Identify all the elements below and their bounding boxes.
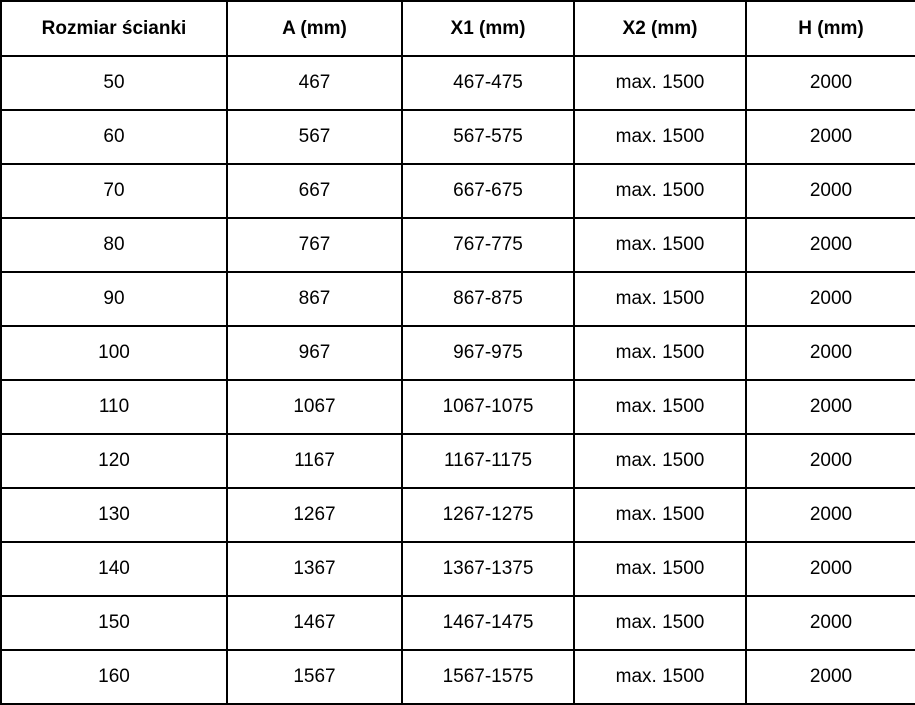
cell-x1: 767-775 <box>402 218 574 272</box>
table-row <box>1 596 915 650</box>
column-header-x1: X1 (mm) <box>402 1 574 56</box>
cell-h: 2000 <box>746 218 915 272</box>
cell-x2: max. 1500 <box>574 218 746 272</box>
cell-x2: max. 1500 <box>574 326 746 380</box>
cell-x1: 1167-1175 <box>402 434 574 488</box>
table-header-row <box>1 1 915 56</box>
cell-a: 667 <box>227 164 402 218</box>
cell-a: 1467 <box>227 596 402 650</box>
cell-a: 1267 <box>227 488 402 542</box>
cell-h: 2000 <box>746 488 915 542</box>
column-header-h: H (mm) <box>746 1 915 56</box>
cell-x2: max. 1500 <box>574 110 746 164</box>
cell-a: 1567 <box>227 650 402 704</box>
table-row <box>1 380 915 434</box>
cell-rozmiar: 90 <box>1 272 227 326</box>
cell-x2: max. 1500 <box>574 488 746 542</box>
cell-x1: 667-675 <box>402 164 574 218</box>
table-row <box>1 488 915 542</box>
cell-a: 1067 <box>227 380 402 434</box>
cell-h: 2000 <box>746 326 915 380</box>
table-row <box>1 542 915 596</box>
cell-rozmiar: 50 <box>1 56 227 110</box>
cell-rozmiar: 70 <box>1 164 227 218</box>
cell-a: 867 <box>227 272 402 326</box>
cell-h: 2000 <box>746 596 915 650</box>
table-row <box>1 326 915 380</box>
cell-rozmiar: 80 <box>1 218 227 272</box>
cell-h: 2000 <box>746 56 915 110</box>
cell-x1: 1267-1275 <box>402 488 574 542</box>
cell-a: 1367 <box>227 542 402 596</box>
table-row <box>1 164 915 218</box>
cell-h: 2000 <box>746 272 915 326</box>
cell-rozmiar: 110 <box>1 380 227 434</box>
column-header-x2: X2 (mm) <box>574 1 746 56</box>
cell-h: 2000 <box>746 380 915 434</box>
cell-a: 1167 <box>227 434 402 488</box>
cell-rozmiar: 150 <box>1 596 227 650</box>
cell-x1: 467-475 <box>402 56 574 110</box>
cell-x2: max. 1500 <box>574 542 746 596</box>
cell-a: 967 <box>227 326 402 380</box>
cell-rozmiar: 130 <box>1 488 227 542</box>
cell-x2: max. 1500 <box>574 650 746 704</box>
table-row <box>1 218 915 272</box>
column-header-a: A (mm) <box>227 1 402 56</box>
table-row <box>1 110 915 164</box>
cell-x2: max. 1500 <box>574 164 746 218</box>
cell-x1: 967-975 <box>402 326 574 380</box>
cell-x2: max. 1500 <box>574 596 746 650</box>
cell-a: 467 <box>227 56 402 110</box>
cell-x1: 567-575 <box>402 110 574 164</box>
cell-h: 2000 <box>746 650 915 704</box>
table-row <box>1 56 915 110</box>
cell-h: 2000 <box>746 434 915 488</box>
cell-x1: 1067-1075 <box>402 380 574 434</box>
table-row <box>1 650 915 704</box>
table-row <box>1 272 915 326</box>
column-header-rozmiar-scianki: Rozmiar ścianki <box>1 1 227 56</box>
cell-x1: 1567-1575 <box>402 650 574 704</box>
cell-h: 2000 <box>746 542 915 596</box>
cell-x1: 1467-1475 <box>402 596 574 650</box>
table-row <box>1 434 915 488</box>
cell-rozmiar: 60 <box>1 110 227 164</box>
cell-rozmiar: 100 <box>1 326 227 380</box>
cell-rozmiar: 120 <box>1 434 227 488</box>
cell-x1: 1367-1375 <box>402 542 574 596</box>
cell-x2: max. 1500 <box>574 434 746 488</box>
cell-h: 2000 <box>746 164 915 218</box>
cell-a: 767 <box>227 218 402 272</box>
cell-rozmiar: 160 <box>1 650 227 704</box>
cell-x2: max. 1500 <box>574 56 746 110</box>
cell-rozmiar: 140 <box>1 542 227 596</box>
cell-x2: max. 1500 <box>574 380 746 434</box>
cell-a: 567 <box>227 110 402 164</box>
cell-x2: max. 1500 <box>574 272 746 326</box>
cell-h: 2000 <box>746 110 915 164</box>
cell-x1: 867-875 <box>402 272 574 326</box>
